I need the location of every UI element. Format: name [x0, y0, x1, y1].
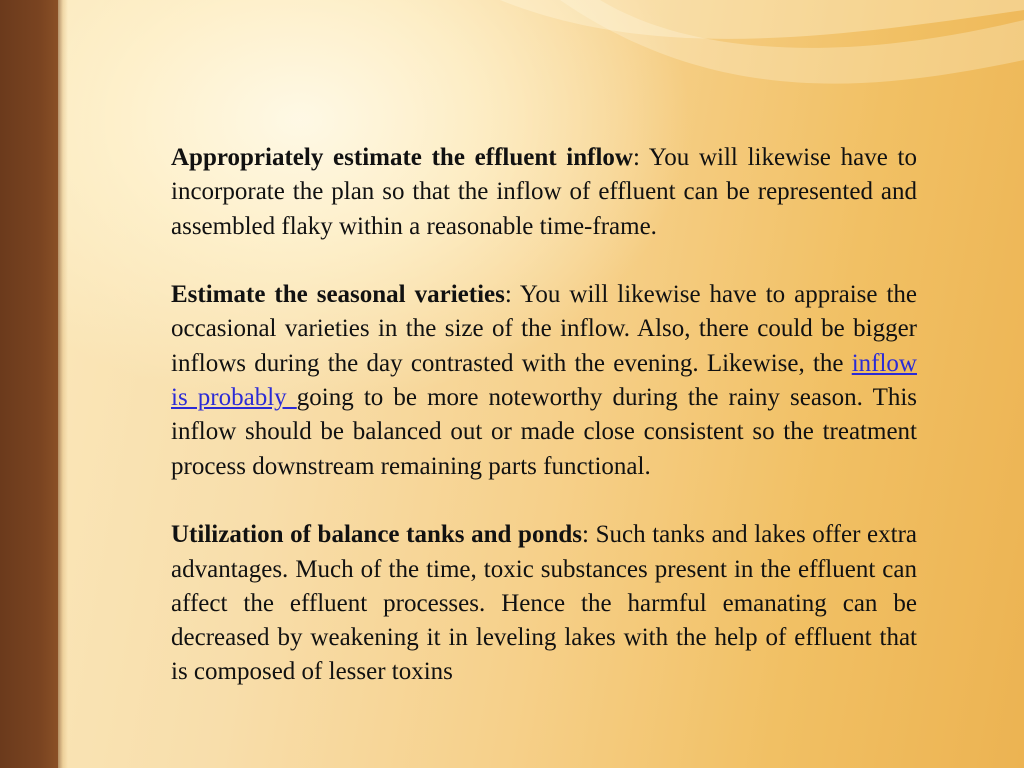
paragraph-balance-tanks [171, 518, 917, 689]
sidebar-edge-shadow [58, 0, 68, 768]
paragraph-seasonal-varieties [171, 278, 917, 484]
paragraph-text: : You will likewise have to appraise the occasional varieties in the size of the inflow. Also, there could be bigger inflows during the day contrasted with the evening. Likewise, the [171, 281, 917, 377]
inflow-link[interactable]: inflow is probably [171, 349, 917, 412]
paragraph-title: Estimate the seasonal varieties [171, 281, 505, 309]
slide-body [171, 141, 917, 690]
paragraph-title: Utilization of balance tanks and ponds [171, 521, 582, 549]
paragraph-text: : You will likewise have to incorporate the plan so that the inflow of effluent can be represented and assembled flaky within a reasonable time-frame. [171, 144, 917, 240]
paragraph-effluent-inflow [171, 141, 917, 244]
paragraph-text: : Such tanks and lakes offer extra advantages. Much of the time, toxic substances present in the effluent can affect the effluent processes. Hence the harmful emanating can be decreased by weakening it in leveling lakes with the help of effluent that is composed of lesser toxins [171, 521, 918, 686]
paragraph-title: Appropriately estimate the effluent inflow [171, 144, 633, 171]
left-sidebar-band [0, 0, 58, 768]
paragraph-text: going to be more noteworthy during the rainy season. This inflow should be balanced out or made close consistent so the treatment process downstream remaining parts functional. [171, 384, 918, 480]
